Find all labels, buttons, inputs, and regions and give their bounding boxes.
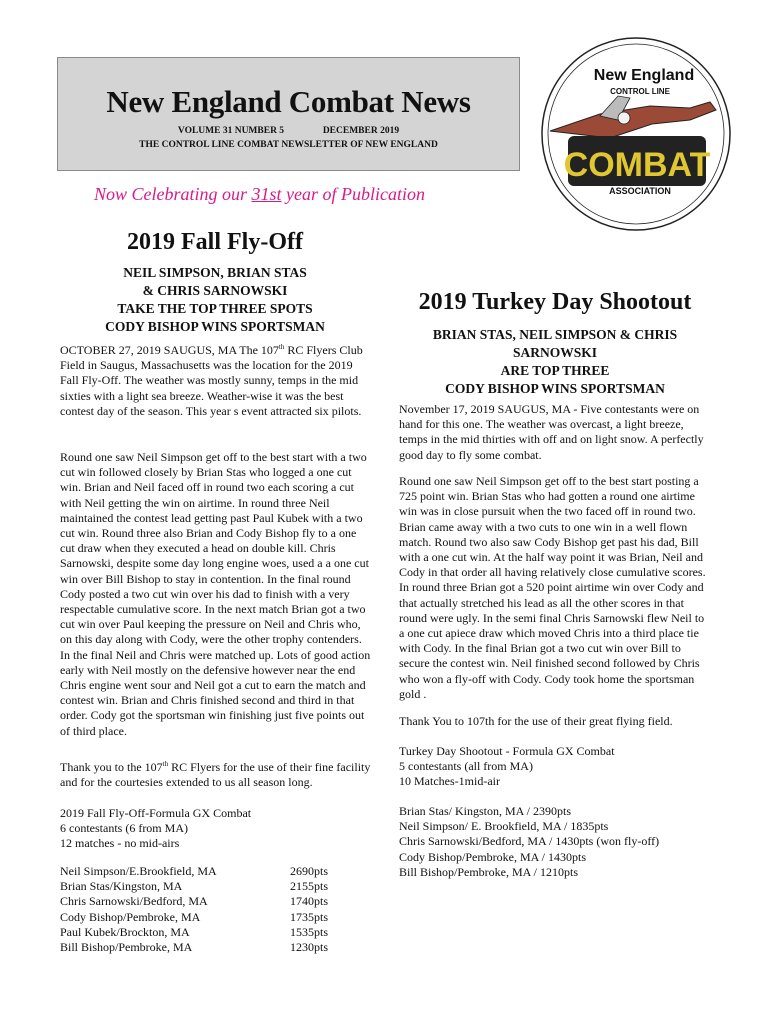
volume-line <box>58 126 519 136</box>
info-line: 2019 Fall Fly-Off-Formula GX Combat <box>60 806 252 820</box>
turkey-subhead-line: SARNOWSKI <box>512 345 598 360</box>
newsletter-title: New England Combat News <box>106 84 471 119</box>
fall-subhead-line: & CHRIS SARNOWSKI <box>142 283 288 298</box>
turkey-paragraph-rounds: Round one saw Neil Simpson get off to the best start posting a 725 point win. Brian Stas who had gotten a round one airtime win was in close pursuit when the two faced off in round two. Brian came away with a two cuts to one win in a well flown match. Round two also saw Cody Bishop get past his dad, Bill with a one cut win. At the half way point it was Brian, Neil and Cody in that order all having relatively close cumulative scores. In round three Brian got a 520 point airtime win over Cody and that actually stretched his lead as all the other scores in that round were ugly. In the semi final Chris Sarnowski flew Neil to a one cut apiece draw which moved Chris into a third place tie with Cody. In the final Brian got a two cut win over Bill to secure the contest win. Neil finished second followed by Chris who won a fly-off with Cody. Cody took home the sportsman gold . <box>399 474 706 701</box>
fall-thanks-text-cont: RC Flyers for the use of their fine facility and for the courtesies extended to us all season long. <box>60 760 371 790</box>
turkey-contest-info <box>399 744 711 790</box>
result-points: 1735pts <box>290 909 329 924</box>
celebration-year: 31st <box>251 184 282 204</box>
result-points: 1535pts <box>290 924 329 939</box>
celebration-text-start: Now Celebrating our <box>94 184 252 204</box>
turkey-paragraph-intro: November 17, 2019 SAUGUS, MA - Five contestants were on hand for this one. The weather was overcast, a light breeze, temps in the mid thirties with off and on light snow. A perfectly good day to fly some combat. <box>399 402 704 462</box>
combat-association-logo <box>540 36 732 232</box>
result-row <box>60 864 350 879</box>
fall-subhead-line: TAKE THE TOP THREE SPOTS <box>117 301 313 316</box>
result-row <box>60 894 350 909</box>
fall-flyoff-heading: 2019 Fall Fly-Off <box>127 229 303 255</box>
result-name: Cody Bishop/Pembroke, MA <box>60 909 201 924</box>
fall-contest-info <box>60 806 372 852</box>
newsletter-subtitle: THE CONTROL LINE COMBAT NEWSLETTER OF NEW ENGLAND <box>139 140 438 150</box>
logo-control-line-text: CONTROL LINE <box>610 87 670 96</box>
turkey-shootout-heading: 2019 Turkey Day Shootout <box>418 289 692 315</box>
turkey-subhead-line: CODY BISHOP WINS SPORTSMAN <box>445 381 665 396</box>
result-row: Brian Stas/ Kingston, MA / 2390pts <box>399 804 572 818</box>
fall-paragraph-intro <box>60 343 372 419</box>
result-name: Brian Stas/Kingston, MA <box>60 879 183 894</box>
fall-flyoff-subheading <box>60 264 370 336</box>
turkey-subhead-line: ARE TOP THREE <box>500 363 610 378</box>
result-row <box>60 879 350 894</box>
ordinal-suffix: th <box>278 343 285 351</box>
ordinal-suffix: th <box>162 760 169 768</box>
result-row <box>60 940 350 955</box>
result-row <box>60 910 350 925</box>
volume-number: VOLUME 31 NUMBER 5 <box>177 126 285 136</box>
fall-paragraph-thanks <box>60 760 372 790</box>
info-line: Turkey Day Shootout - Formula GX Combat <box>399 744 615 758</box>
result-name: Bill Bishop/Pembroke, MA <box>60 940 193 955</box>
result-name: Chris Sarnowski/Bedford, MA <box>60 894 208 909</box>
fall-paragraph-rounds: Round one saw Neil Simpson get off to the best start with a two cut win followed closely by Brian Stas who logged a one cut win. Brian and Neil faced off in round two each scoring a cut with Neil getting the win on airtime. In round three Neil maintained the contest lead getting past Paul Kubek with a two cut win. Round three also Brian and Cody Bishop fly to a one cut draw when they executed a head on double kill. Chris Sarnowski, despite some day long engine woes, used a a one cut win over Bill Bishop to stay in contention. In the final round Cody posted a two cut win over his dad to finish with a very respectable cumulative score. In the next match Brian got a two cut win over Paul keeping the pressure on Neil and Chris who, on this day along with Cody, were the other trophy contenders. In the final Neil and Chris were matched up. Lots of good action early with Neil mostly on the defensive however near the end Chris engine went sour and Neil got a cut to earn the match and contest win. Brian and Chris finished second and third in that order. Cody got the sportsman win finishing just five points out of third place. <box>60 450 371 738</box>
logo-association-text: ASSOCIATION <box>609 186 671 196</box>
result-points: 1740pts <box>290 894 329 909</box>
result-name: Neil Simpson/E.Brookfield, MA <box>60 864 217 878</box>
logo-combat-text: COMBAT <box>563 146 711 184</box>
info-line: 5 contestants (all from MA) <box>399 759 533 774</box>
issue-date: DECEMBER 2019 <box>322 126 400 136</box>
result-row: Cody Bishop/Pembroke, MA / 1430pts <box>399 849 587 864</box>
celebration-text-end: year of Publication <box>281 184 426 204</box>
fall-intro-text-cont: RC Flyers Club Field in Saugus, Massachusetts was the location for the 2019 Fall Fly-Off. The weather was mostly sunny, temps in the mid sixties with a light sea breeze. Weather-wise it was the best contest day of the season. This year s event attracted six pilots. <box>60 343 363 418</box>
logo-new-england-text: New England <box>593 67 695 84</box>
turkey-paragraph-thanks: Thank You to 107th for the use of their great flying field. <box>399 714 673 728</box>
result-points: 2690pts <box>290 864 329 878</box>
masthead <box>57 57 520 171</box>
turkey-subhead-line: BRIAN STAS, NEIL SIMPSON & CHRIS <box>432 327 678 342</box>
fall-subhead-line: NEIL SIMPSON, BRIAN STAS <box>123 265 307 280</box>
result-row: Bill Bishop/Pembroke, MA / 1210pts <box>399 864 579 879</box>
fall-results-list <box>60 864 350 955</box>
result-points: 2155pts <box>290 879 329 894</box>
result-row <box>60 925 350 940</box>
info-line: 10 Matches-1mid-air <box>399 774 500 789</box>
fall-subhead-line: CODY BISHOP WINS SPORTSMAN <box>105 319 325 334</box>
info-line: 6 contestants (6 from MA) <box>60 821 188 836</box>
result-row: Neil Simpson/ E. Brookfield, MA / 1835pts <box>399 819 609 834</box>
result-row: Chris Sarnowski/Bedford, MA / 1430pts (won fly-off) <box>399 834 660 849</box>
result-name: Paul Kubek/Brockton, MA <box>60 924 190 939</box>
celebration-banner <box>94 184 494 205</box>
turkey-shootout-subheading <box>399 326 711 398</box>
result-points: 1230pts <box>290 940 329 955</box>
fall-intro-text: OCTOBER 27, 2019 SAUGUS, MA The 107 <box>60 343 279 357</box>
turkey-results-list <box>399 804 711 880</box>
fall-thanks-text: Thank you to the 107 <box>60 760 163 774</box>
info-line: 12 matches - no mid-airs <box>60 836 180 851</box>
